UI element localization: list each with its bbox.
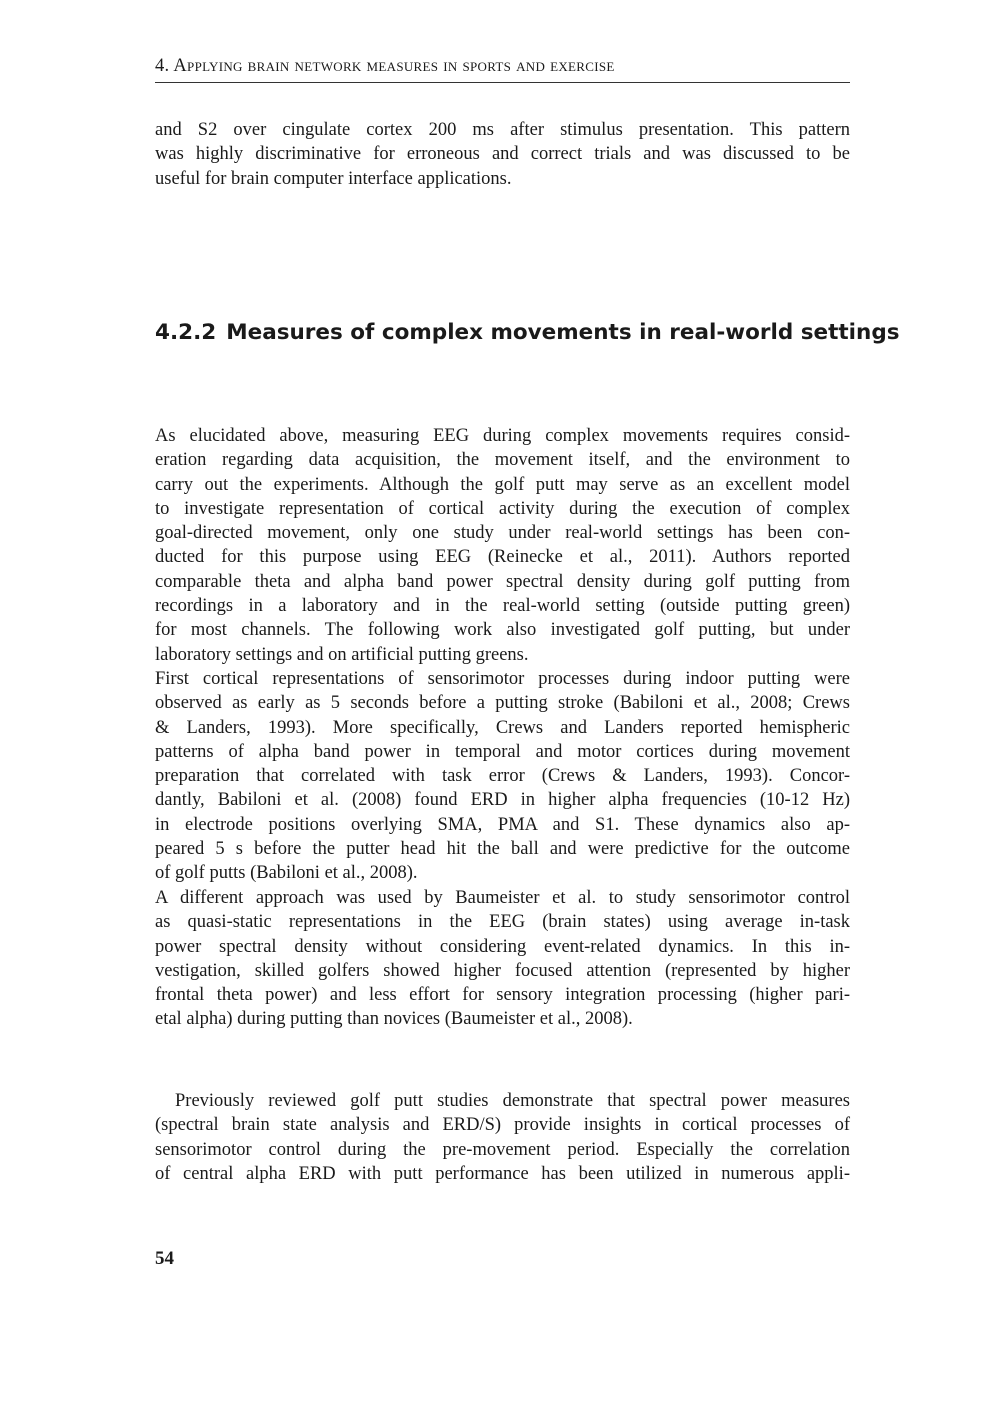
text-line: eration regarding data acquisition, the movement itself, and the environment to [155, 450, 850, 471]
text-line: observed as early as 5 seconds before a putting stroke (Babiloni et al., 2008; Crews [155, 693, 850, 714]
text-line: etal alpha) during putting than novices (Baumeister et al., 2008). [155, 1009, 633, 1030]
text-line: for most channels. The following work also investigated golf putting, but under [155, 620, 850, 641]
section-heading [155, 320, 900, 345]
text-line: (spectral brain state analysis and ERD/S) provide insights in cortical processes of [155, 1115, 850, 1136]
text-line: & Landers, 1993). More specifically, Crews and Landers reported hemispheric [155, 717, 850, 738]
text-line: goal-directed movement, only one study under real-world settings has been con- [155, 523, 850, 544]
text-line: frontal theta power) and less effort for sensory integration processing (higher pari- [155, 985, 850, 1006]
text-line: as quasi-static representations in the EEG (brain states) using average in-task [155, 912, 850, 933]
text-line: A different approach was used by Baumeister et al. to study sensorimotor control [155, 888, 850, 908]
text-line: to investigate representation of cortical activity during the execution of complex [155, 498, 850, 519]
text-line: First cortical representations of sensorimotor processes during indoor putting were [155, 669, 850, 689]
running-header-title: 4. Applying brain network measures in sports and exercise [155, 56, 615, 76]
text-line: dantly, Babiloni et al. (2008) found ERD in higher alpha frequencies (10-12 Hz) [155, 790, 850, 811]
paragraph-3 [155, 886, 850, 1032]
text-line: peared 5 s before the putter head hit the ball and were predictive for the outcome [155, 839, 850, 860]
paragraph-2 [155, 667, 850, 886]
text-line: of central alpha ERD with putt performance has been utilized in numerous appli- [155, 1163, 850, 1184]
page-number: 54 [155, 1248, 174, 1269]
text-line: in electrode positions overlying SMA, PMA and S1. These dynamics also ap- [155, 814, 850, 835]
text-line: power spectral density without considering event-related dynamics. In this in- [155, 936, 850, 957]
text-line: laboratory settings and on artificial putting greens. [155, 644, 529, 665]
text-line: useful for brain computer interface applications. [155, 168, 512, 189]
text-line: and S2 over cingulate cortex 200 ms after stimulus presentation. This pattern [155, 120, 850, 140]
intro-paragraph [155, 118, 850, 191]
section-title: Measures of complex movements in real-world settings [226, 320, 900, 345]
text-line: Previously reviewed golf putt studies demonstrate that spectral power measures [175, 1091, 850, 1111]
text-line: recordings in a laboratory and in the real-world setting (outside putting green) [155, 596, 850, 617]
text-line: patterns of alpha band power in temporal and motor cortices during movement [155, 741, 850, 762]
text-line: comparable theta and alpha band power spectral density during golf putting from [155, 571, 850, 592]
paragraph-1 [155, 424, 850, 667]
text-line: ducted for this purpose using EEG (Reinecke et al., 2011). Authors reported [155, 547, 850, 568]
text-line: vestigation, skilled golfers showed higher focused attention (represented by higher [155, 960, 850, 981]
text-line: sensorimotor control during the pre-movement period. Especially the correlation [155, 1139, 850, 1160]
paragraph-4 [155, 1089, 850, 1186]
text-line: carry out the experiments. Although the golf putt may serve as an excellent model [155, 474, 850, 495]
text-line: As elucidated above, measuring EEG during complex movements requires consid- [155, 426, 850, 446]
running-header [155, 56, 850, 83]
text-line: preparation that correlated with task error (Crews & Landers, 1993). Concor- [155, 766, 850, 787]
section-number: 4.2.2 [155, 320, 217, 345]
text-line: was highly discriminative for erroneous and correct trials and was discussed to be [155, 144, 850, 165]
text-line: of golf putts (Babiloni et al., 2008). [155, 863, 418, 884]
